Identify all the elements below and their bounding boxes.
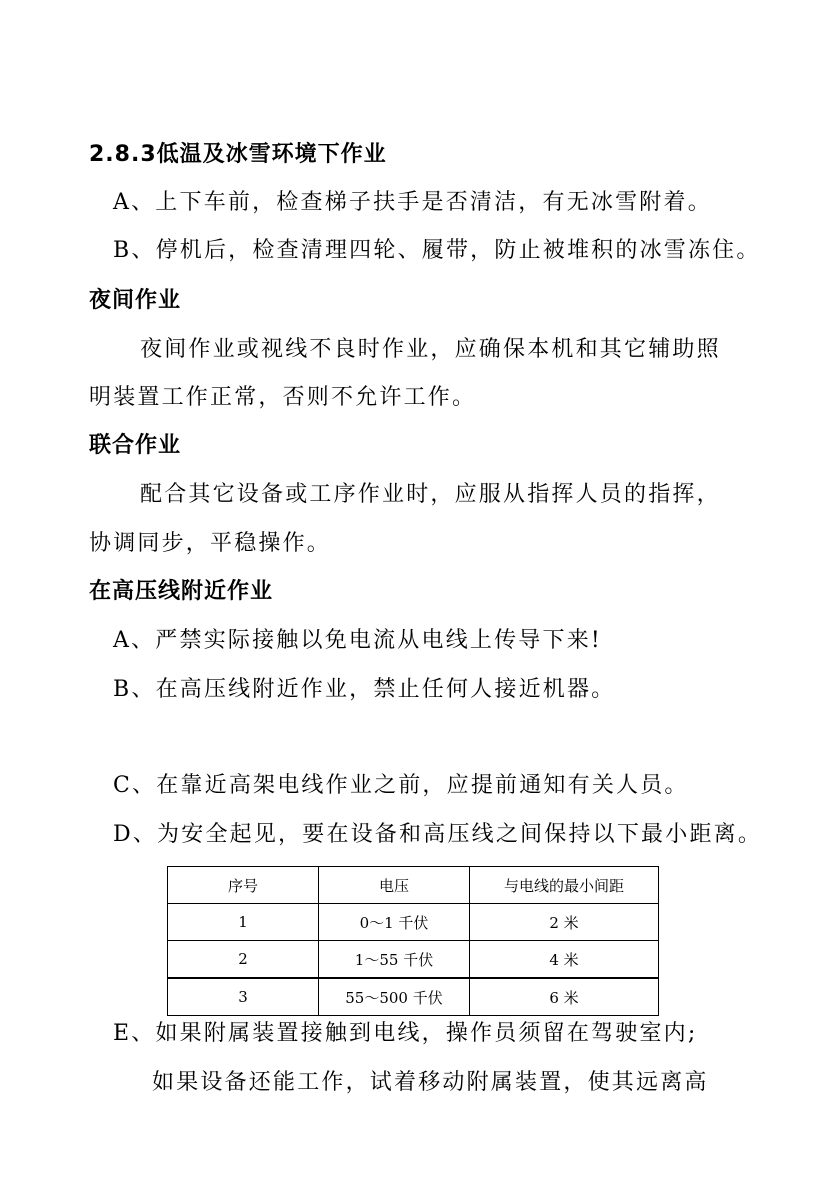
section-heading-high-voltage: 在高压线附近作业 (89, 579, 274, 604)
table-cell: 0～1 千伏 (319, 904, 470, 941)
table-cell: 4 米 (470, 941, 659, 979)
minimum-distance-table (167, 866, 659, 1016)
section-heading-night: 夜间作业 (89, 288, 182, 313)
table-header-row (168, 867, 659, 904)
cold-item-b: B、停机后，检查清理四轮、履带，防止被堆积的冰雪冻住。 (113, 238, 761, 263)
high-voltage-item-c: C、在靠近高架电线作业之前，应提前通知有关人员。 (113, 773, 689, 798)
joint-paragraph-line-2: 协调同步，平稳操作。 (89, 531, 332, 556)
table-header-cell: 序号 (168, 867, 319, 904)
night-paragraph-line-1: 夜间作业或视线不良时作业，应确保本机和其它辅助照 (140, 337, 721, 362)
table-cell: 55～500 千伏 (319, 978, 470, 1016)
table-cell: 6 米 (470, 978, 659, 1016)
table-row (168, 978, 659, 1016)
table-header-cell: 与电线的最小间距 (470, 867, 659, 904)
high-voltage-item-e: E、如果附属装置接触到电线，操作员须留在驾驶室内; (113, 1021, 698, 1046)
joint-paragraph-line-1: 配合其它设备或工序作业时，应服从指挥人员的指挥， (140, 482, 721, 507)
high-voltage-item-d: D、为安全起见，要在设备和高压线之间保持以下最小距离。 (113, 822, 763, 847)
high-voltage-item-e-continued: 如果设备还能工作，试着移动附属装置，使其远离高 (152, 1070, 709, 1095)
table-row (168, 941, 659, 979)
table-cell: 2 米 (470, 904, 659, 941)
cold-item-a: A、上下车前，检查梯子扶手是否清洁，有无冰雪附着。 (113, 190, 712, 215)
table-header-cell: 电压 (319, 867, 470, 904)
table-cell: 2 (168, 941, 319, 979)
section-heading-joint: 联合作业 (89, 433, 182, 458)
high-voltage-item-a: A、严禁实际接触以免电流从电线上传导下来! (113, 628, 602, 653)
section-heading-cold: 2.8.3低温及冰雪环境下作业 (89, 142, 387, 167)
night-paragraph-line-2: 明装置工作正常，否则不允许工作。 (89, 385, 477, 410)
high-voltage-item-b: B、在高压线附近作业，禁止任何人接近机器。 (113, 677, 616, 702)
table-cell: 3 (168, 978, 319, 1016)
table-cell: 1～55 千伏 (319, 941, 470, 979)
table-cell: 1 (168, 904, 319, 941)
table-row (168, 904, 659, 941)
